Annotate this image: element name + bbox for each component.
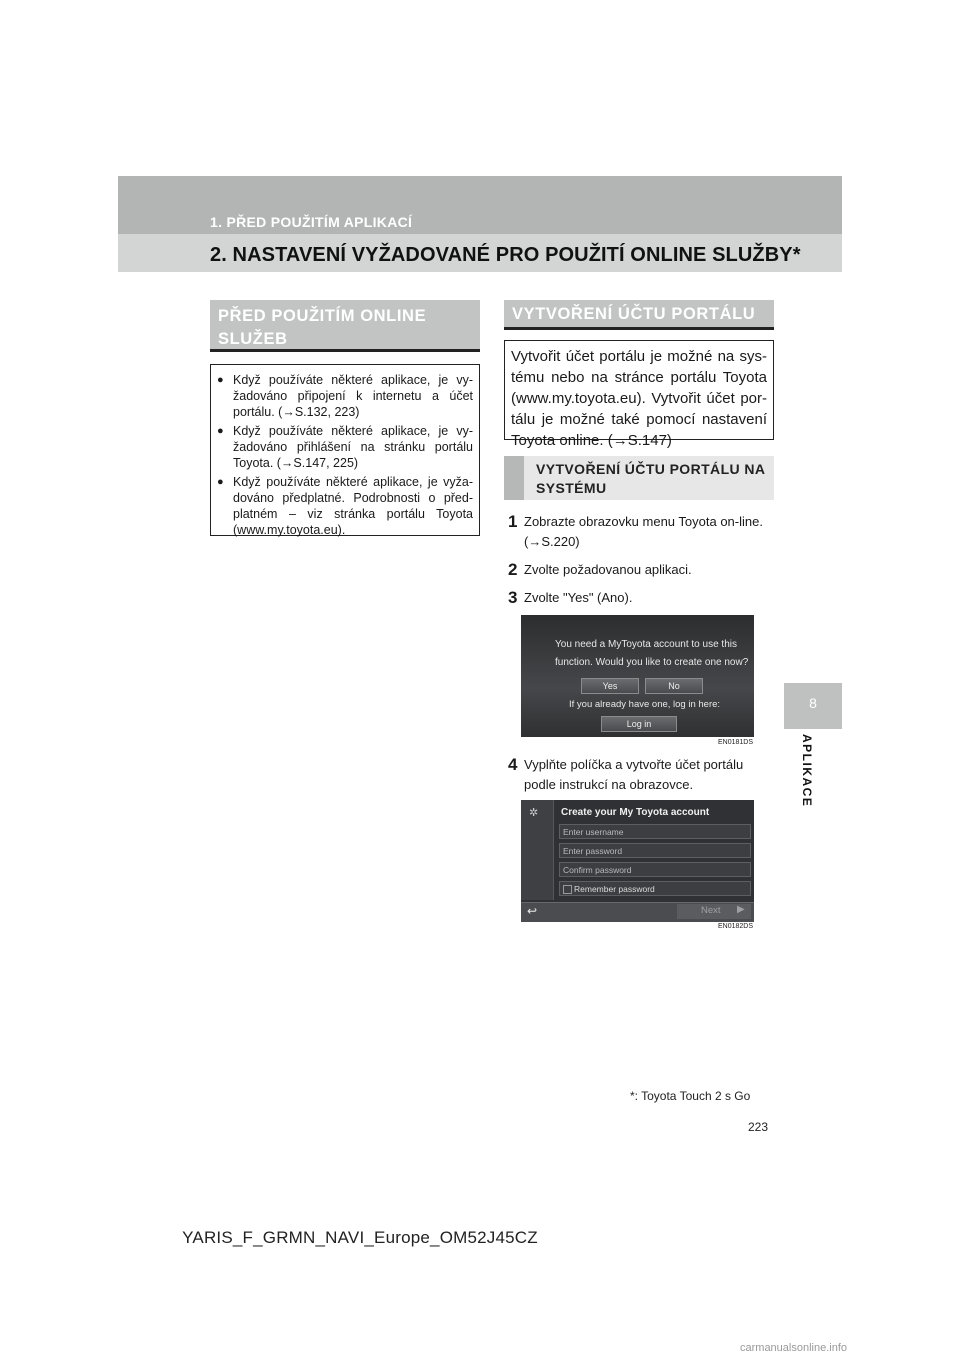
bullet-icon: ● — [217, 374, 224, 386]
screenshot-account-prompt — [521, 615, 754, 737]
prompt-line-3: If you already have one, log in here: — [569, 699, 721, 710]
remember-password-checkbox[interactable]: Remember password — [559, 881, 751, 896]
section-heading-create-account: VYTVOŘENÍ ÚČTU PORTÁLU — [504, 300, 774, 330]
list-item: ● Když používáte některé aplikace, je vy-žadováno připojení k internetu a účet portálu. (→S.132, 223) — [217, 373, 473, 419]
step-number: 4 — [508, 755, 518, 774]
document-id: YARIS_F_GRMN_NAVI_Europe_OM52J45CZ — [182, 1228, 538, 1247]
create-account-title: Create your My Toyota account — [561, 807, 710, 818]
step-number: 3 — [508, 588, 518, 607]
subheading-accent-bar — [504, 456, 524, 500]
step-2 — [508, 560, 774, 580]
chapter-title: 1. PŘED POUŽITÍM APLIKACÍ — [210, 214, 413, 230]
info-box-before-use — [210, 364, 480, 536]
section-heading-before-use: PŘED POUŽITÍM ONLINE SLUŽEB — [210, 300, 480, 352]
step-text: Vyplňte políčka a vytvořte účet portálu podle instrukcí na obrazovce. — [524, 757, 744, 792]
watermark: carmanualsonline.info — [740, 1342, 848, 1354]
back-icon[interactable]: ↩ — [527, 904, 538, 918]
image-code-1: EN0181DS — [718, 739, 754, 746]
step-4 — [508, 755, 774, 795]
car-settings-icon: ✲ — [529, 807, 539, 819]
step-text: Zvolte požadovanou aplikaci. — [524, 562, 692, 577]
arrow-right-icon: ▶ — [737, 904, 745, 915]
list-item: ● Když používáte některé aplikace, je vyža-dováno předplatné. Podrobnosti o před-platném – viz stránka portálu Toyota (www.my.toyota.eu). — [217, 475, 473, 537]
step-number: 1 — [508, 512, 518, 531]
chapter-tab-label: APLIKACE — [800, 734, 814, 808]
yes-button[interactable]: Yes — [581, 678, 639, 694]
no-button[interactable]: No — [645, 678, 703, 694]
screenshot-create-account — [521, 800, 754, 922]
prompt-line-2: function. Would you like to create one now? — [555, 657, 749, 668]
step-1 — [508, 512, 774, 552]
footnote: *: Toyota Touch 2 s Go — [630, 1089, 751, 1103]
subheading-create-on-system: VYTVOŘENÍ ÚČTU PORTÁLU NA SYSTÉMU — [536, 461, 765, 496]
list-item: ● Když používáte některé aplikace, je vy-žadováno přihlášení na stránku portálu Toyota. (→S.147, 225) — [217, 424, 473, 470]
step-text: Zobrazte obrazovku menu Toyota on-line. (→S.220) — [524, 514, 763, 549]
username-field[interactable]: Enter username — [559, 824, 751, 839]
confirm-password-field[interactable]: Confirm password — [559, 862, 751, 877]
page-title: 2. NASTAVENÍ VYŽADOVANÉ PRO POUŽITÍ ONLINE SLUŽBY* — [210, 244, 801, 266]
step-text: Zvolte "Yes" (Ano). — [524, 590, 633, 605]
next-label: Next — [701, 905, 721, 916]
image-code-2: EN0182DS — [718, 923, 754, 930]
page-number: 223 — [748, 1120, 769, 1134]
bullet-icon: ● — [217, 425, 224, 437]
chapter-tab-number: 8 — [784, 683, 842, 729]
step-number: 2 — [508, 560, 518, 579]
next-button[interactable] — [677, 904, 751, 919]
password-field[interactable]: Enter password — [559, 843, 751, 858]
checkbox-icon — [563, 885, 572, 894]
bullet-icon: ● — [217, 476, 224, 488]
login-button[interactable]: Log in — [601, 716, 677, 732]
prompt-line-1: You need a MyToyota account to use this — [555, 639, 737, 650]
info-box-create-account: Vytvořit účet portálu je možné na sys-tému nebo na stránce portálu Toyota (www.my.toyota.eu). Vytvořit účet por-tálu je možné také pomocí nastavení Toyota online. (→S.147) — [504, 340, 774, 440]
step-3 — [508, 588, 774, 608]
